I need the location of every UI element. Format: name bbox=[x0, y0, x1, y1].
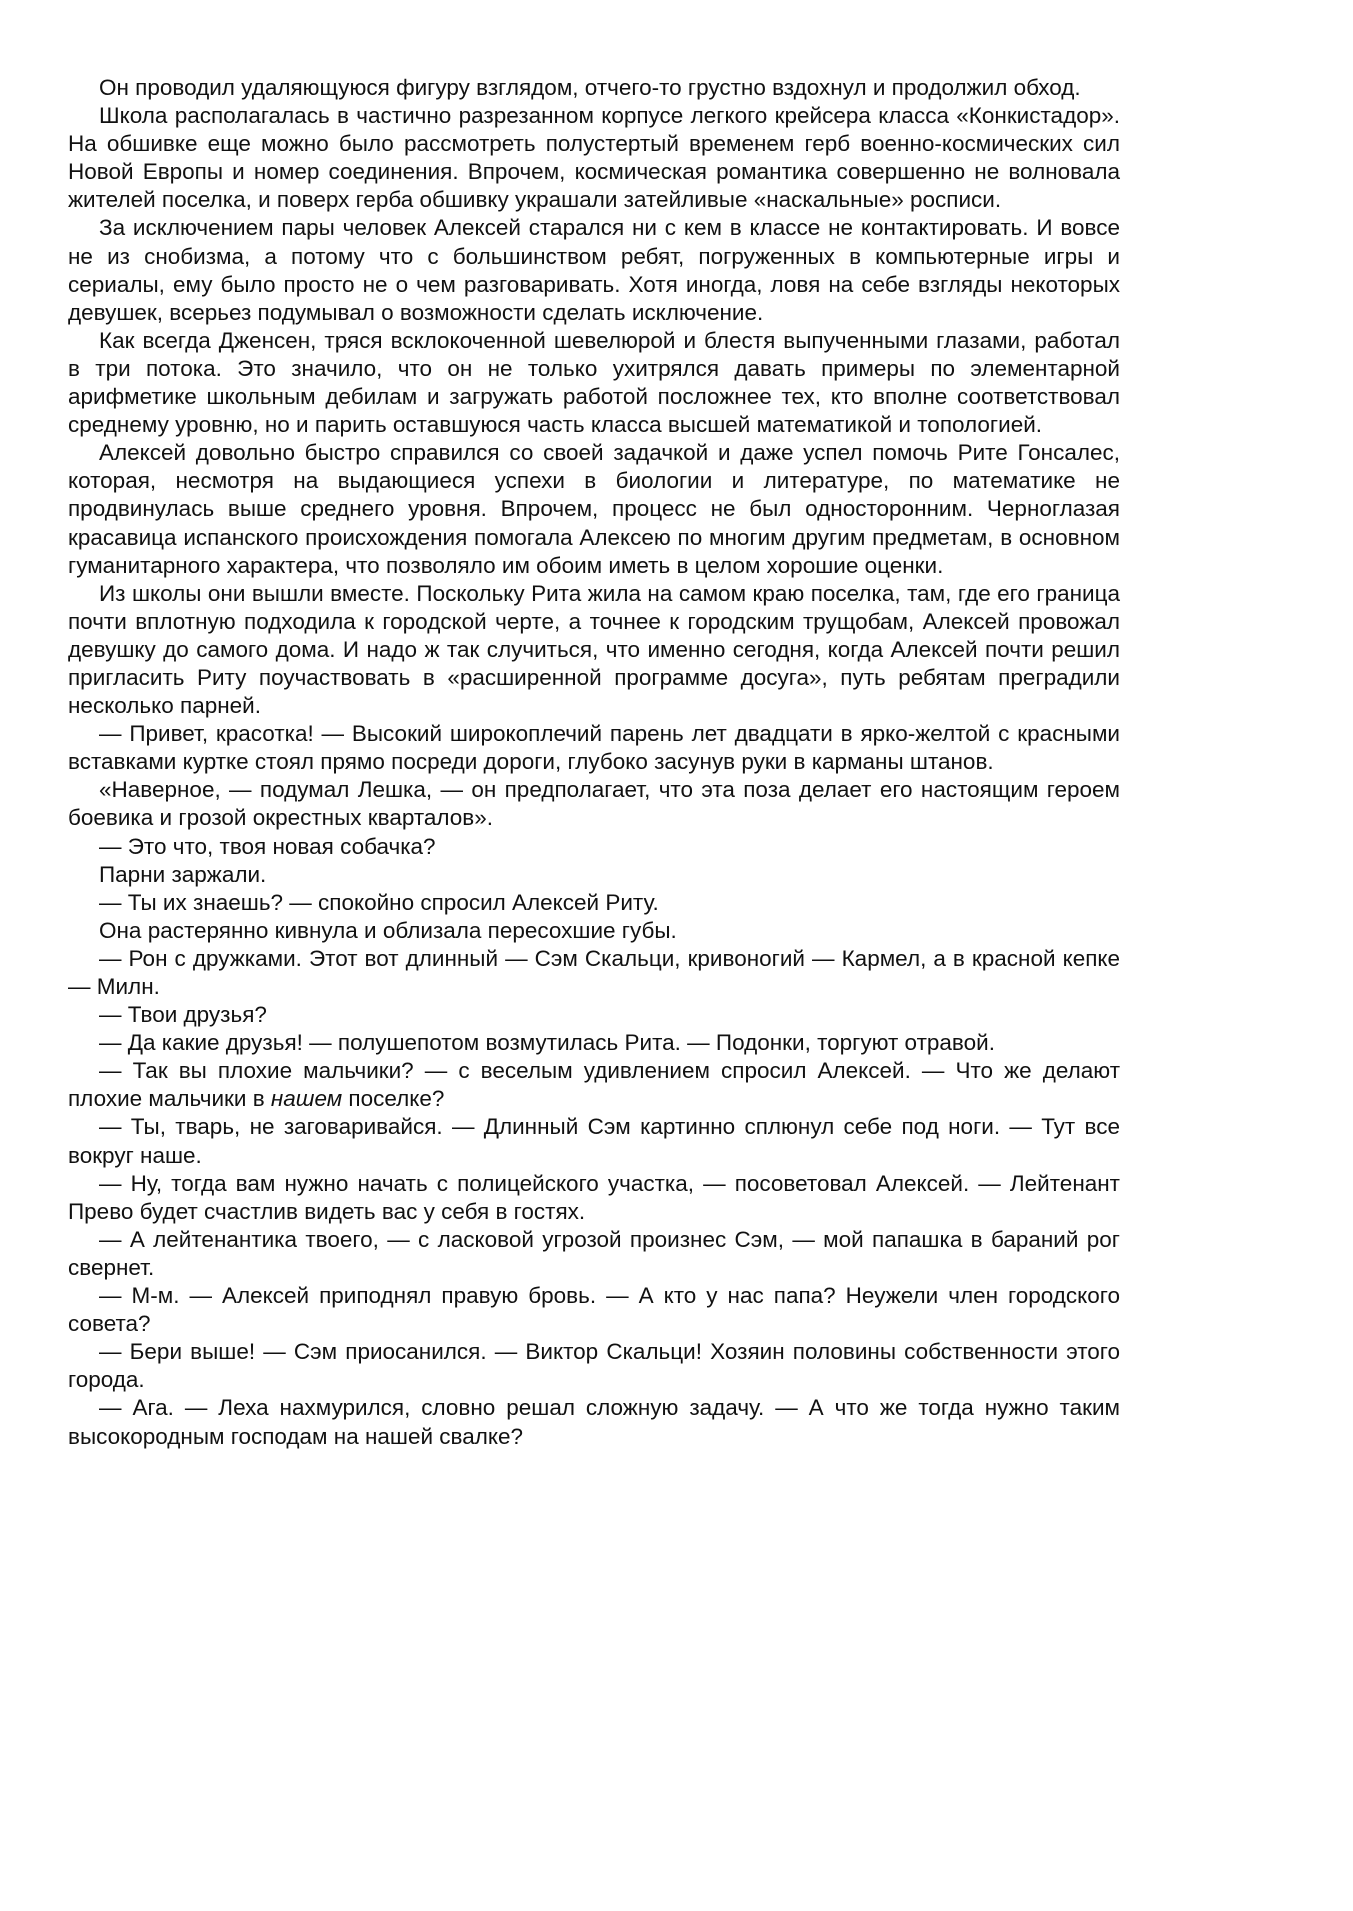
paragraph: — Рон с дружками. Этот вот длинный — Сэм Скальци, кривоногий — Кармел, а в красной кепке — Милн. bbox=[68, 945, 1120, 999]
emphasized-word: нашем bbox=[270, 1086, 343, 1112]
paragraph: Парни заржали. bbox=[99, 861, 267, 887]
paragraph: «Наверное, — подумал Лешка, — он предполагает, что эта поза делает его настоящим героем боевика и грозой окрестных кварталов». bbox=[68, 777, 1120, 831]
paragraph: — Ты, тварь, не заговаривайся. — Длинный Сэм картинно сплюнул себе под ноги. — Тут все вокруг наше. bbox=[68, 1114, 1120, 1168]
page-text bbox=[68, 74, 1120, 1451]
paragraph: Алексей довольно быстро справился со своей задачкой и даже успел помочь Рите Гонсалес, которая, несмотря на выдающиеся успехи в биологии и литературе, по математике не продвинулась выше среднего уровня. Впрочем, процесс не был односторонним. Черноглазая красавица испанского происхождения помогала Алексею по многим другим предметам, в основном гуманитарного характера, что позволяло им обоим иметь в целом хорошие оценки. bbox=[68, 440, 1120, 578]
paragraph: — Твои друзья? bbox=[99, 1002, 267, 1028]
text-run: — Так вы плохие мальчики? — с веселым удивлением спросил Алексей. — Что же делают плохие мальчики в bbox=[68, 1058, 1120, 1112]
paragraph: — Это что, твоя новая собачка? bbox=[99, 833, 436, 859]
paragraph: — Ты их знаешь? — спокойно спросил Алексей Риту. bbox=[99, 889, 659, 915]
paragraph: — Ну, тогда вам нужно начать с полицейского участка, — посоветовал Алексей. — Лейтенант Прево будет счастлив видеть вас у себя в гостях. bbox=[68, 1170, 1120, 1224]
paragraph: Как всегда Дженсен, тряся всклокоченной шевелюрой и блестя выпученными глазами, работал в три потока. Это значило, что он не только ухитрялся давать примеры по элементарной арифметике школьным дебилам и загружать работой посложнее тех, кто вполне соответствовал среднему уровню, но и парить оставшуюся часть класса высшей математикой и топологией. bbox=[68, 327, 1120, 438]
paragraph: Он проводил удаляющуюся фигуру взглядом, отчего-то грустно вздохнул и продолжил обход. bbox=[99, 75, 1081, 100]
paragraph: — Привет, красотка! — Высокий широкоплечий парень лет двадцати в ярко-желтой с красными вставками куртке стоял прямо посреди дороги, глубоко засунув руки в карманы штанов. bbox=[68, 721, 1120, 775]
paragraph: — Ага. — Леха нахмурился, словно решал сложную задачу. — А что же тогда нужно таким высокородным господам на нашей свалке? bbox=[68, 1395, 1120, 1449]
paragraph: — А лейтенантика твоего, — с ласковой угрозой произнес Сэм, — мой папашка в бараний рог свернет. bbox=[68, 1226, 1120, 1280]
paragraph: За исключением пары человек Алексей старался ни с кем в классе не контактировать. И вовсе не из снобизма, а потому что с большинством ребят, погруженных в компьютерные игры и сериалы, ему было просто не о чем разговаривать. Хотя иногда, ловя на себе взгляды некоторых девушек, всерьез подумывал о возможности сделать исключение. bbox=[68, 215, 1120, 325]
paragraph: — Бери выше! — Сэм приосанился. — Виктор Скальци! Хозяин половины собственности этого города. bbox=[68, 1339, 1120, 1393]
paragraph-with-emphasis bbox=[68, 1057, 1120, 1113]
paragraph: — Да какие друзья! — полушепотом возмутилась Рита. — Подонки, торгуют отравой. bbox=[99, 1030, 995, 1056]
paragraph: Она растерянно кивнула и облизала пересохшие губы. bbox=[99, 917, 677, 943]
paragraph: Из школы они вышли вместе. Поскольку Рита жила на самом краю поселка, там, где его граница почти вплотную подходила к городской черте, а точнее к городским трущобам, Алексей провожал девушку до самого дома. И надо ж так случиться, что именно сегодня, когда Алексей почти решил пригласить Риту поучаствовать в «расширенной программе досуга», путь ребятам преградили несколько парней. bbox=[68, 580, 1120, 719]
paragraph: — М-м. — Алексей приподнял правую бровь. — А кто у нас папа? Неужели член городского совета? bbox=[68, 1283, 1120, 1337]
paragraph: Школа располагалась в частично разрезанном корпусе легкого крейсера класса «Конкистадор». На обшивке еще можно было рассмотреть полустертый временем герб военно-космических сил Новой Европы и номер соединения. Впрочем, космическая романтика совершенно не волновала жителей поселка, и поверх герба обшивку украшали затейливые «наскальные» росписи. bbox=[68, 103, 1120, 213]
text-run: поселке? bbox=[342, 1086, 445, 1112]
